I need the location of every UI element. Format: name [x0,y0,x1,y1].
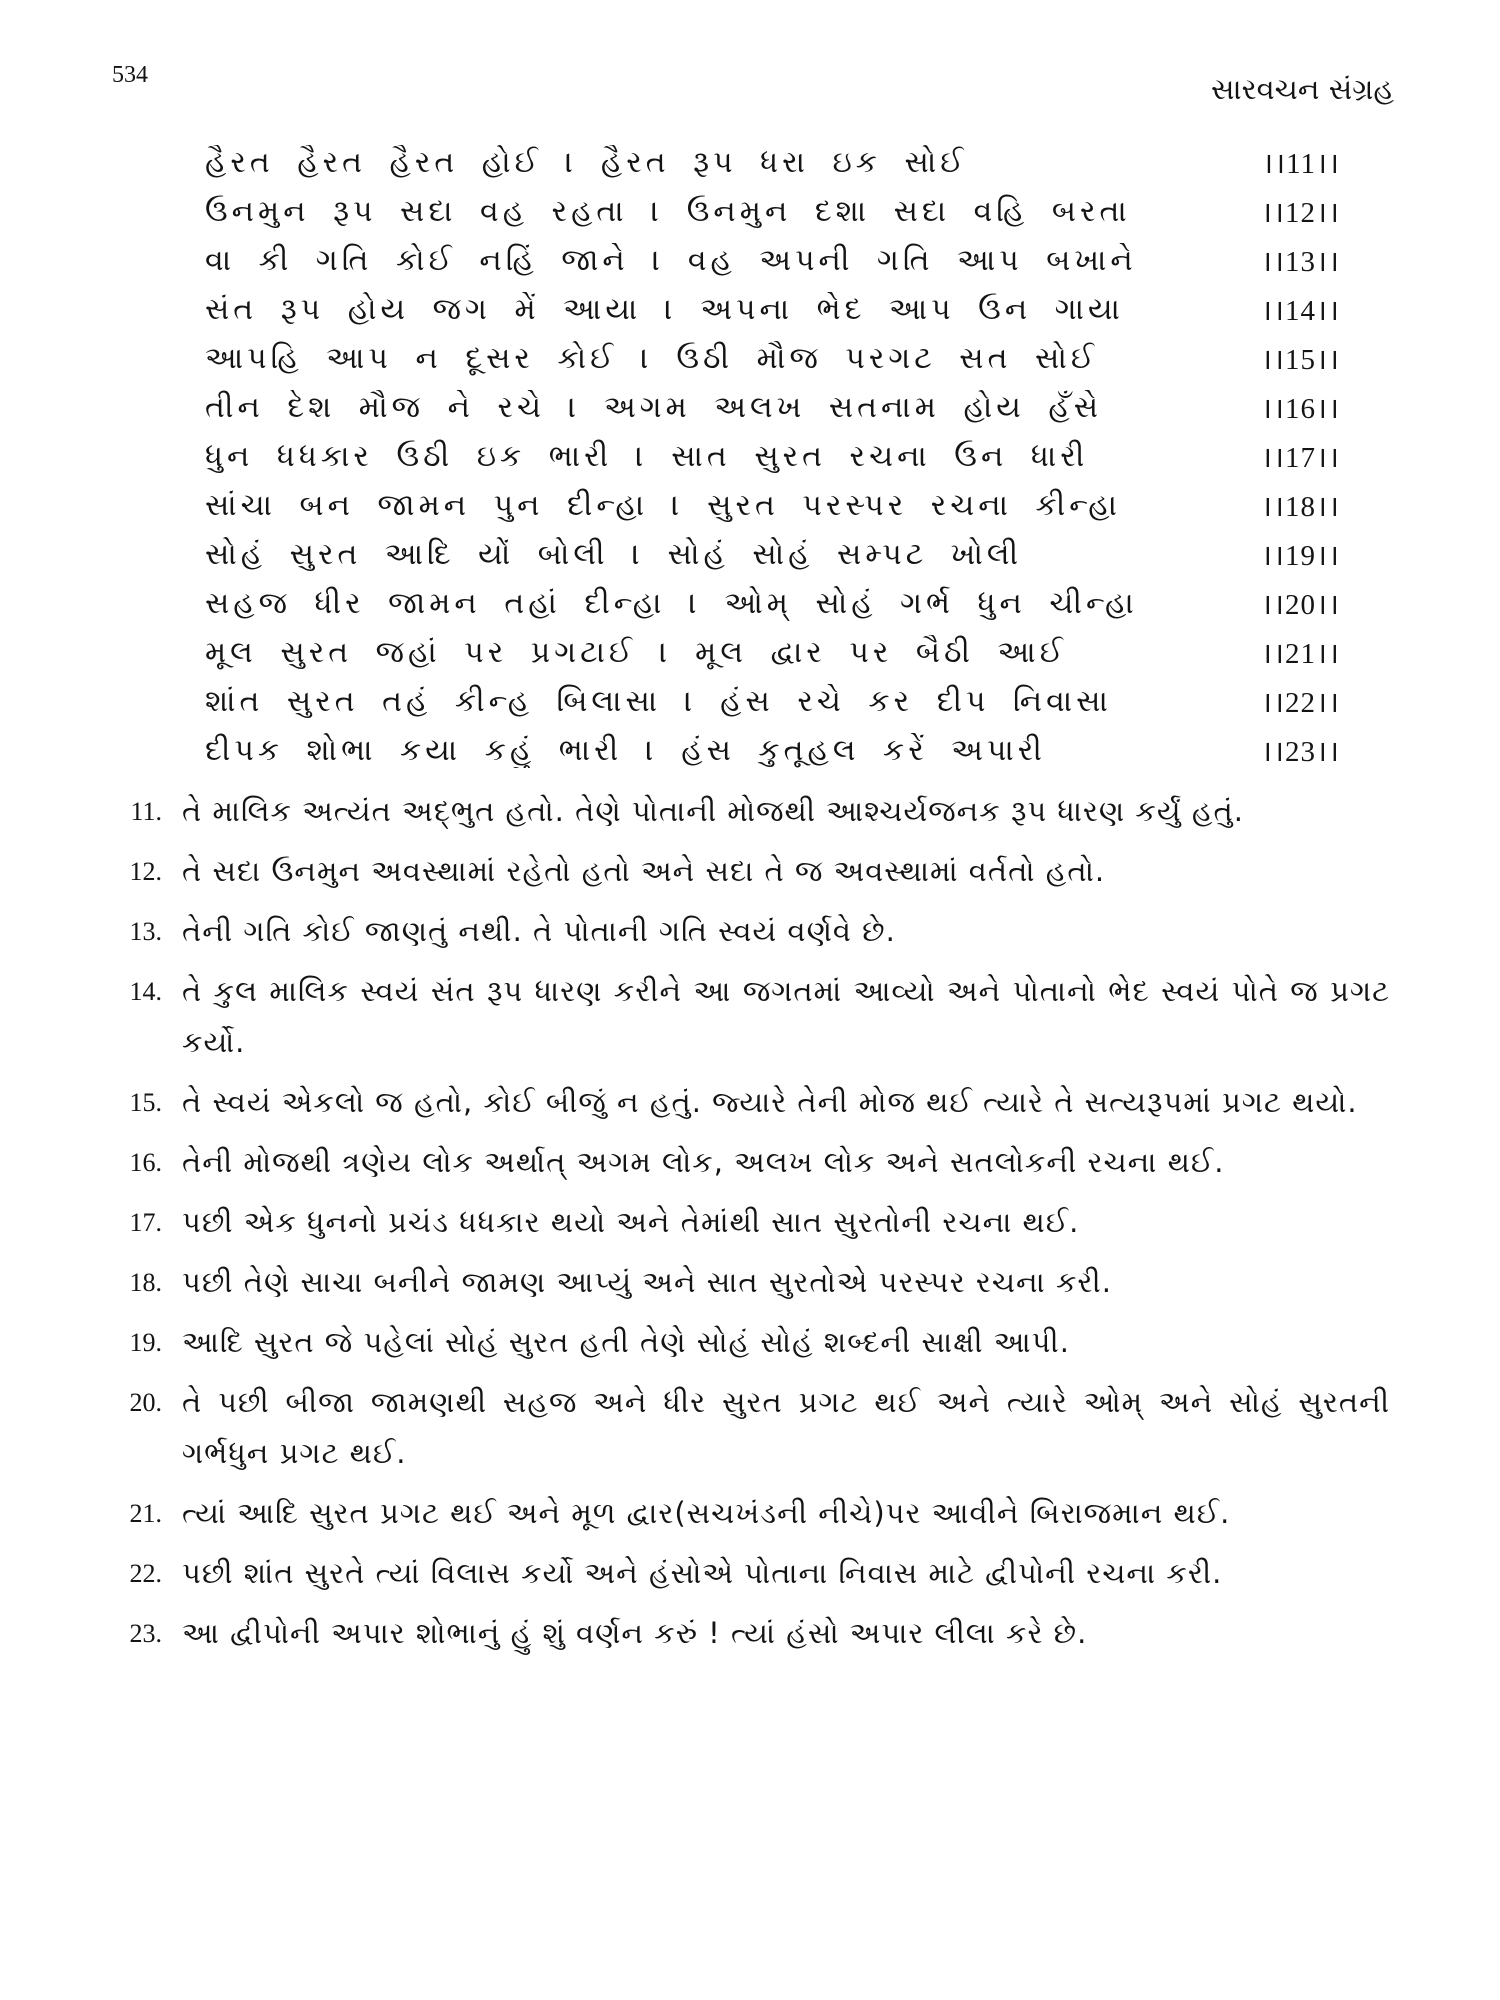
verse-number: ।।20।। [1261,589,1340,621]
meaning-item [100,1257,1390,1308]
meaning-number: 21. [129,1499,162,1528]
verse-line [205,481,1340,530]
verse-text: તીન દેશ મૌજ ને રચે । અગમ અલખ સતનામ હોય હઁસે [205,390,1103,425]
meaning-item [100,1608,1390,1659]
verse-line [205,579,1340,628]
verse-number: ।।19।। [1261,540,1340,572]
meaning-text: તેની મોજથી ત્રણેય લોક અર્થાત્ અગમ લોક, અલખ લોક અને સતલોકની રચના થઈ. [182,1145,1225,1179]
meaning-number: 23. [129,1619,162,1648]
meaning-item [100,966,1390,1068]
verse-line [205,677,1340,726]
meaning-number: 18. [129,1268,162,1297]
verse-number: ।।15।। [1261,344,1340,376]
verse-line [205,285,1340,334]
meaning-number: 12. [129,857,162,886]
verse-text: સંત રૂપ હોય જગ મેં આયા । અપના ભેદ આપ ઉન ગાયા [205,292,1124,327]
meaning-number: 13. [129,917,162,946]
meaning-text: તે માલિક અત્યંત અદ્ભુત હતો. તેણે પોતાની મોજથી આશ્ચર્યજનક રૂપ ધારણ કર્યું હતું. [182,794,1244,828]
verse-line [205,628,1340,677]
meaning-text: તે સદા ઉનમુન અવસ્થામાં રહેતો હતો અને સદા તે જ અવસ્થામાં વર્તતો હતો. [182,854,1106,888]
verse-block [205,138,1340,775]
meaning-text: પછી એક ધુનનો પ્રચંડ ધધકાર થયો અને તેમાંથી સાત સુરતોની રચના થઈ. [182,1205,1080,1239]
verse-text: ધુન ધધકાર ઉઠી ઇક ભારી । સાત સુરત રચના ઉન ધારી [205,439,1089,474]
verse-text: શાંત સુરત તહં કીન્હ બિલાસા । હંસ રચે કર દીપ નિવાસા [205,684,1112,719]
meaning-text: પછી શાંત સુરતે ત્યાં વિલાસ કર્યો અને હંસોએ પોતાના નિવાસ માટે દ્વીપોની રચના કરી. [182,1556,1223,1590]
meaning-number: 11. [130,797,162,826]
meaning-item [100,1377,1390,1479]
verse-number: ।।18।। [1261,491,1340,523]
verse-text: ઉનમુન રૂપ સદા વહ રહતા । ઉનમુન દશા સદા વહિ બરતા [205,194,1131,229]
verse-line [205,726,1340,775]
page-number: 534 [112,62,148,88]
verse-number: ।।13।। [1261,246,1340,278]
verse-text: સહજ ધીર જામન તહાં દીન્હા । ઓમ્ સોહં ગર્ભ ધુન ચીન્હા [205,586,1138,621]
verse-line [205,530,1340,579]
verse-number: ।।17।। [1261,442,1340,474]
verse-text: હૈરત હૈરત હૈરત હોઈ । હૈરત રૂપ ધરા ઇક સોઈ [205,145,968,180]
meaning-number: 15. [129,1088,162,1117]
verse-text: વા કી ગતિ કોઈ નહિં જાને । વહ અપની ગતિ આપ બખાને [205,243,1137,278]
meaning-number: 16. [129,1148,162,1177]
meaning-text: તેની ગતિ કોઈ જાણતું નથી. તે પોતાની ગતિ સ્વયં વર્ણવે છે. [182,914,896,948]
verse-line [205,138,1340,187]
meaning-list [100,786,1390,1668]
verse-text: સોહં સુરત આદિ યોં બોલી । સોહં સોહં સમ્પટ ખોલી [205,537,1023,572]
meaning-item [100,1488,1390,1539]
meaning-item [100,786,1390,837]
book-title: સારવચન સંગ્રહ [1211,72,1394,106]
verse-number: ।।23।। [1261,736,1340,768]
verse-number: ।।21।। [1261,638,1340,670]
verse-line [205,383,1340,432]
meaning-text: તે પછી બીજા જામણથી સહજ અને ધીર સુરત પ્રગટ થઈ અને ત્યારે ઓમ્ અને સોહં સુરતની ગર્ભધુન પ્રગટ થઈ. [182,1385,1390,1470]
meaning-number: 17. [129,1208,162,1237]
verse-line [205,236,1340,285]
meaning-number: 14. [129,977,162,1006]
meaning-item [100,906,1390,957]
meaning-item [100,1197,1390,1248]
verse-text: દીપક શોભા કયા કહું ભારી । હંસ કુતૂહલ કરેં અપારી [205,733,1046,768]
verse-number: ।।14।। [1261,295,1340,327]
verse-line [205,187,1340,236]
verse-text: સાંચા બન જામન પુન દીન્હા । સુરત પરસ્પર રચના કીન્હા [205,488,1121,523]
verse-number: ।।12।। [1261,197,1340,229]
meaning-number: 20. [129,1388,162,1417]
verse-number: ।।11।। [1262,148,1340,180]
meaning-text: તે સ્વયં એકલો જ હતો, કોઈ બીજું ન હતું. જ્યારે તેની મોજ થઈ ત્યારે તે સત્યરૂપમાં પ્રગટ થયો. [182,1085,1358,1119]
meaning-text: તે કુલ માલિક સ્વયં સંત રૂપ ધારણ કરીને આ જગતમાં આવ્યો અને પોતાનો ભેદ સ્વયં પોતે જ પ્રગટ કર્યો. [182,974,1390,1059]
verse-line [205,334,1340,383]
verse-number: ।।22।। [1261,687,1340,719]
meaning-item [100,1548,1390,1599]
verse-line [205,432,1340,481]
meaning-text: પછી તેણે સાચા બનીને જામણ આપ્યું અને સાત સુરતોએ પરસ્પર રચના કરી. [182,1265,1112,1299]
verse-text: મૂલ સુરત જહાં પર પ્રગટાઈ । મૂલ દ્વાર પર બૈઠી આઈ [205,635,1067,670]
meaning-text: આદિ સુરત જે પહેલાં સોહં સુરત હતી તેણે સોહં સોહં શબ્દની સાક્ષી આપી. [182,1325,1070,1359]
verse-text: આપહિ આપ ન દૂસર કોઈ । ઉઠી મૌજ પરગટ સત સોઈ [205,341,1098,376]
meaning-number: 19. [129,1328,162,1357]
meaning-text: ત્યાં આદિ સુરત પ્રગટ થઈ અને મૂળ દ્વાર(સચખંડની નીચે)પર આવીને બિરાજમાન થઈ. [182,1496,1231,1530]
meaning-item [100,846,1390,897]
meaning-item [100,1077,1390,1128]
meaning-text: આ દ્વીપોની અપાર શોભાનું હું શું વર્ણન કરું ! ત્યાં હંસો અપાર લીલા કરે છે. [182,1616,1088,1650]
meaning-item [100,1137,1390,1188]
meaning-item [100,1317,1390,1368]
meaning-number: 22. [129,1559,162,1588]
verse-number: ।।16।। [1261,393,1340,425]
